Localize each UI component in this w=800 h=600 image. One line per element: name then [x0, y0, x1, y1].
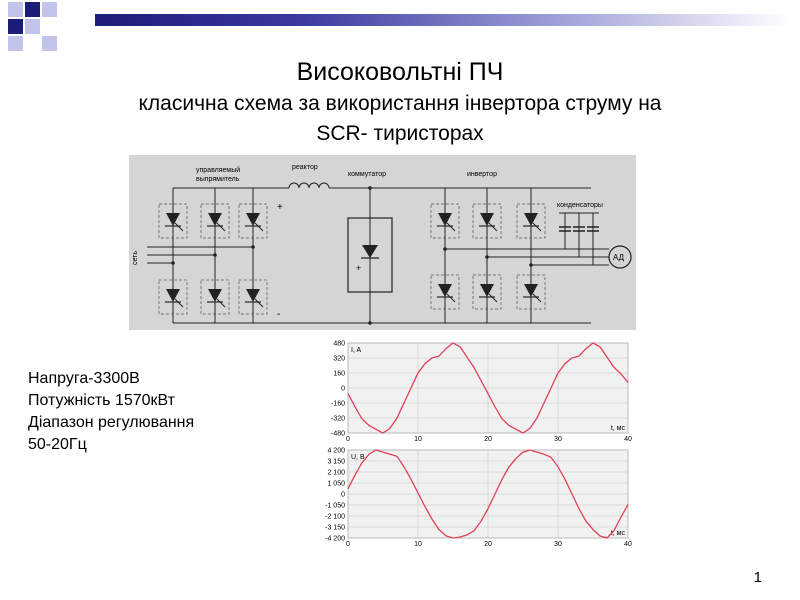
chart-0-ytick-label: -480 — [330, 430, 345, 438]
chart-1-ytick-label: 0 — [341, 491, 345, 499]
spec-range-value: 50-20Гц — [28, 436, 87, 453]
spec-power: Потужність 1570кВт — [28, 392, 175, 409]
reactor-label: реактор — [292, 164, 318, 171]
chart-1-ytick-label: 3 150 — [327, 458, 345, 466]
chart-0-ytick-label: 0 — [341, 385, 345, 393]
spec-range-label: Діапазон регулювання — [28, 414, 195, 431]
chart-1-ylabel: U, B — [351, 454, 365, 461]
chart-1-xtick-label: 0 — [346, 541, 350, 548]
specs-block — [28, 368, 194, 456]
inverter-label: инвертор — [467, 171, 497, 178]
chart-0-xlabel: t, мс — [610, 425, 625, 432]
waveform-charts — [312, 338, 632, 548]
chart-0-ylabel: I, A — [351, 347, 362, 354]
chart-0-xtick-label: 30 — [554, 436, 562, 443]
chart-1-ytick-label: -1 050 — [325, 502, 345, 510]
chart-0-xtick-label: 0 — [346, 436, 350, 443]
chart-1-ytick-label: 1 050 — [327, 480, 345, 488]
slide-subtitle-line2: SCR- тиристорах — [316, 122, 484, 145]
commutator-label: коммутатор — [348, 171, 387, 178]
slide-title: Високовольтні ПЧ — [296, 58, 504, 86]
chart-1-xtick-label: 30 — [554, 541, 562, 548]
spec-voltage: Напруга-3300В — [28, 370, 140, 387]
chart-1-ytick-label: -4 200 — [325, 535, 345, 543]
chart-1-xtick-label: 10 — [414, 541, 422, 548]
chart-1-ytick-label: 4 200 — [327, 447, 345, 455]
rectifier-label-line1: управляемый — [196, 167, 241, 174]
chart-0-ytick-label: -160 — [330, 400, 345, 408]
chart-0-xtick-label: 10 — [414, 436, 422, 443]
page-number: 1 — [753, 569, 762, 586]
chart-0-xtick-label: 40 — [624, 436, 632, 443]
capacitors-label: конденсаторы — [557, 202, 603, 209]
chart-1-xtick-label: 20 — [484, 541, 492, 548]
chart-1-xlabel: t, мс — [610, 530, 625, 537]
header-gradient-bar — [95, 14, 790, 26]
corner-decoration — [0, 0, 100, 60]
chart-0-xtick-label: 20 — [484, 436, 492, 443]
network-label: сеть — [132, 250, 139, 265]
plus-terminal-label: + — [277, 202, 283, 213]
chart-1-xtick-label: 40 — [624, 541, 632, 548]
chart-1-ytick-label: -3 150 — [325, 524, 345, 532]
chart-0-ytick-label: 320 — [333, 355, 345, 363]
chart-0-ytick-label: 480 — [333, 340, 345, 348]
motor-label: АД — [613, 253, 625, 262]
chart-1-ytick-label: -2 100 — [325, 513, 345, 521]
chart-1-ytick-label: 2 100 — [327, 469, 345, 477]
rectifier-label-line2: выпрямитель — [196, 176, 240, 183]
chart-0-ytick-label: -320 — [330, 415, 345, 423]
inverter-circuit-schematic — [129, 155, 636, 330]
chart-0-ytick-label: 160 — [333, 370, 345, 378]
slide-subtitle-line1: класична схема за використання інвертора струму на — [138, 92, 662, 115]
commutator-plus-sign: + — [356, 263, 362, 273]
minus-terminal-label: - — [277, 309, 281, 320]
